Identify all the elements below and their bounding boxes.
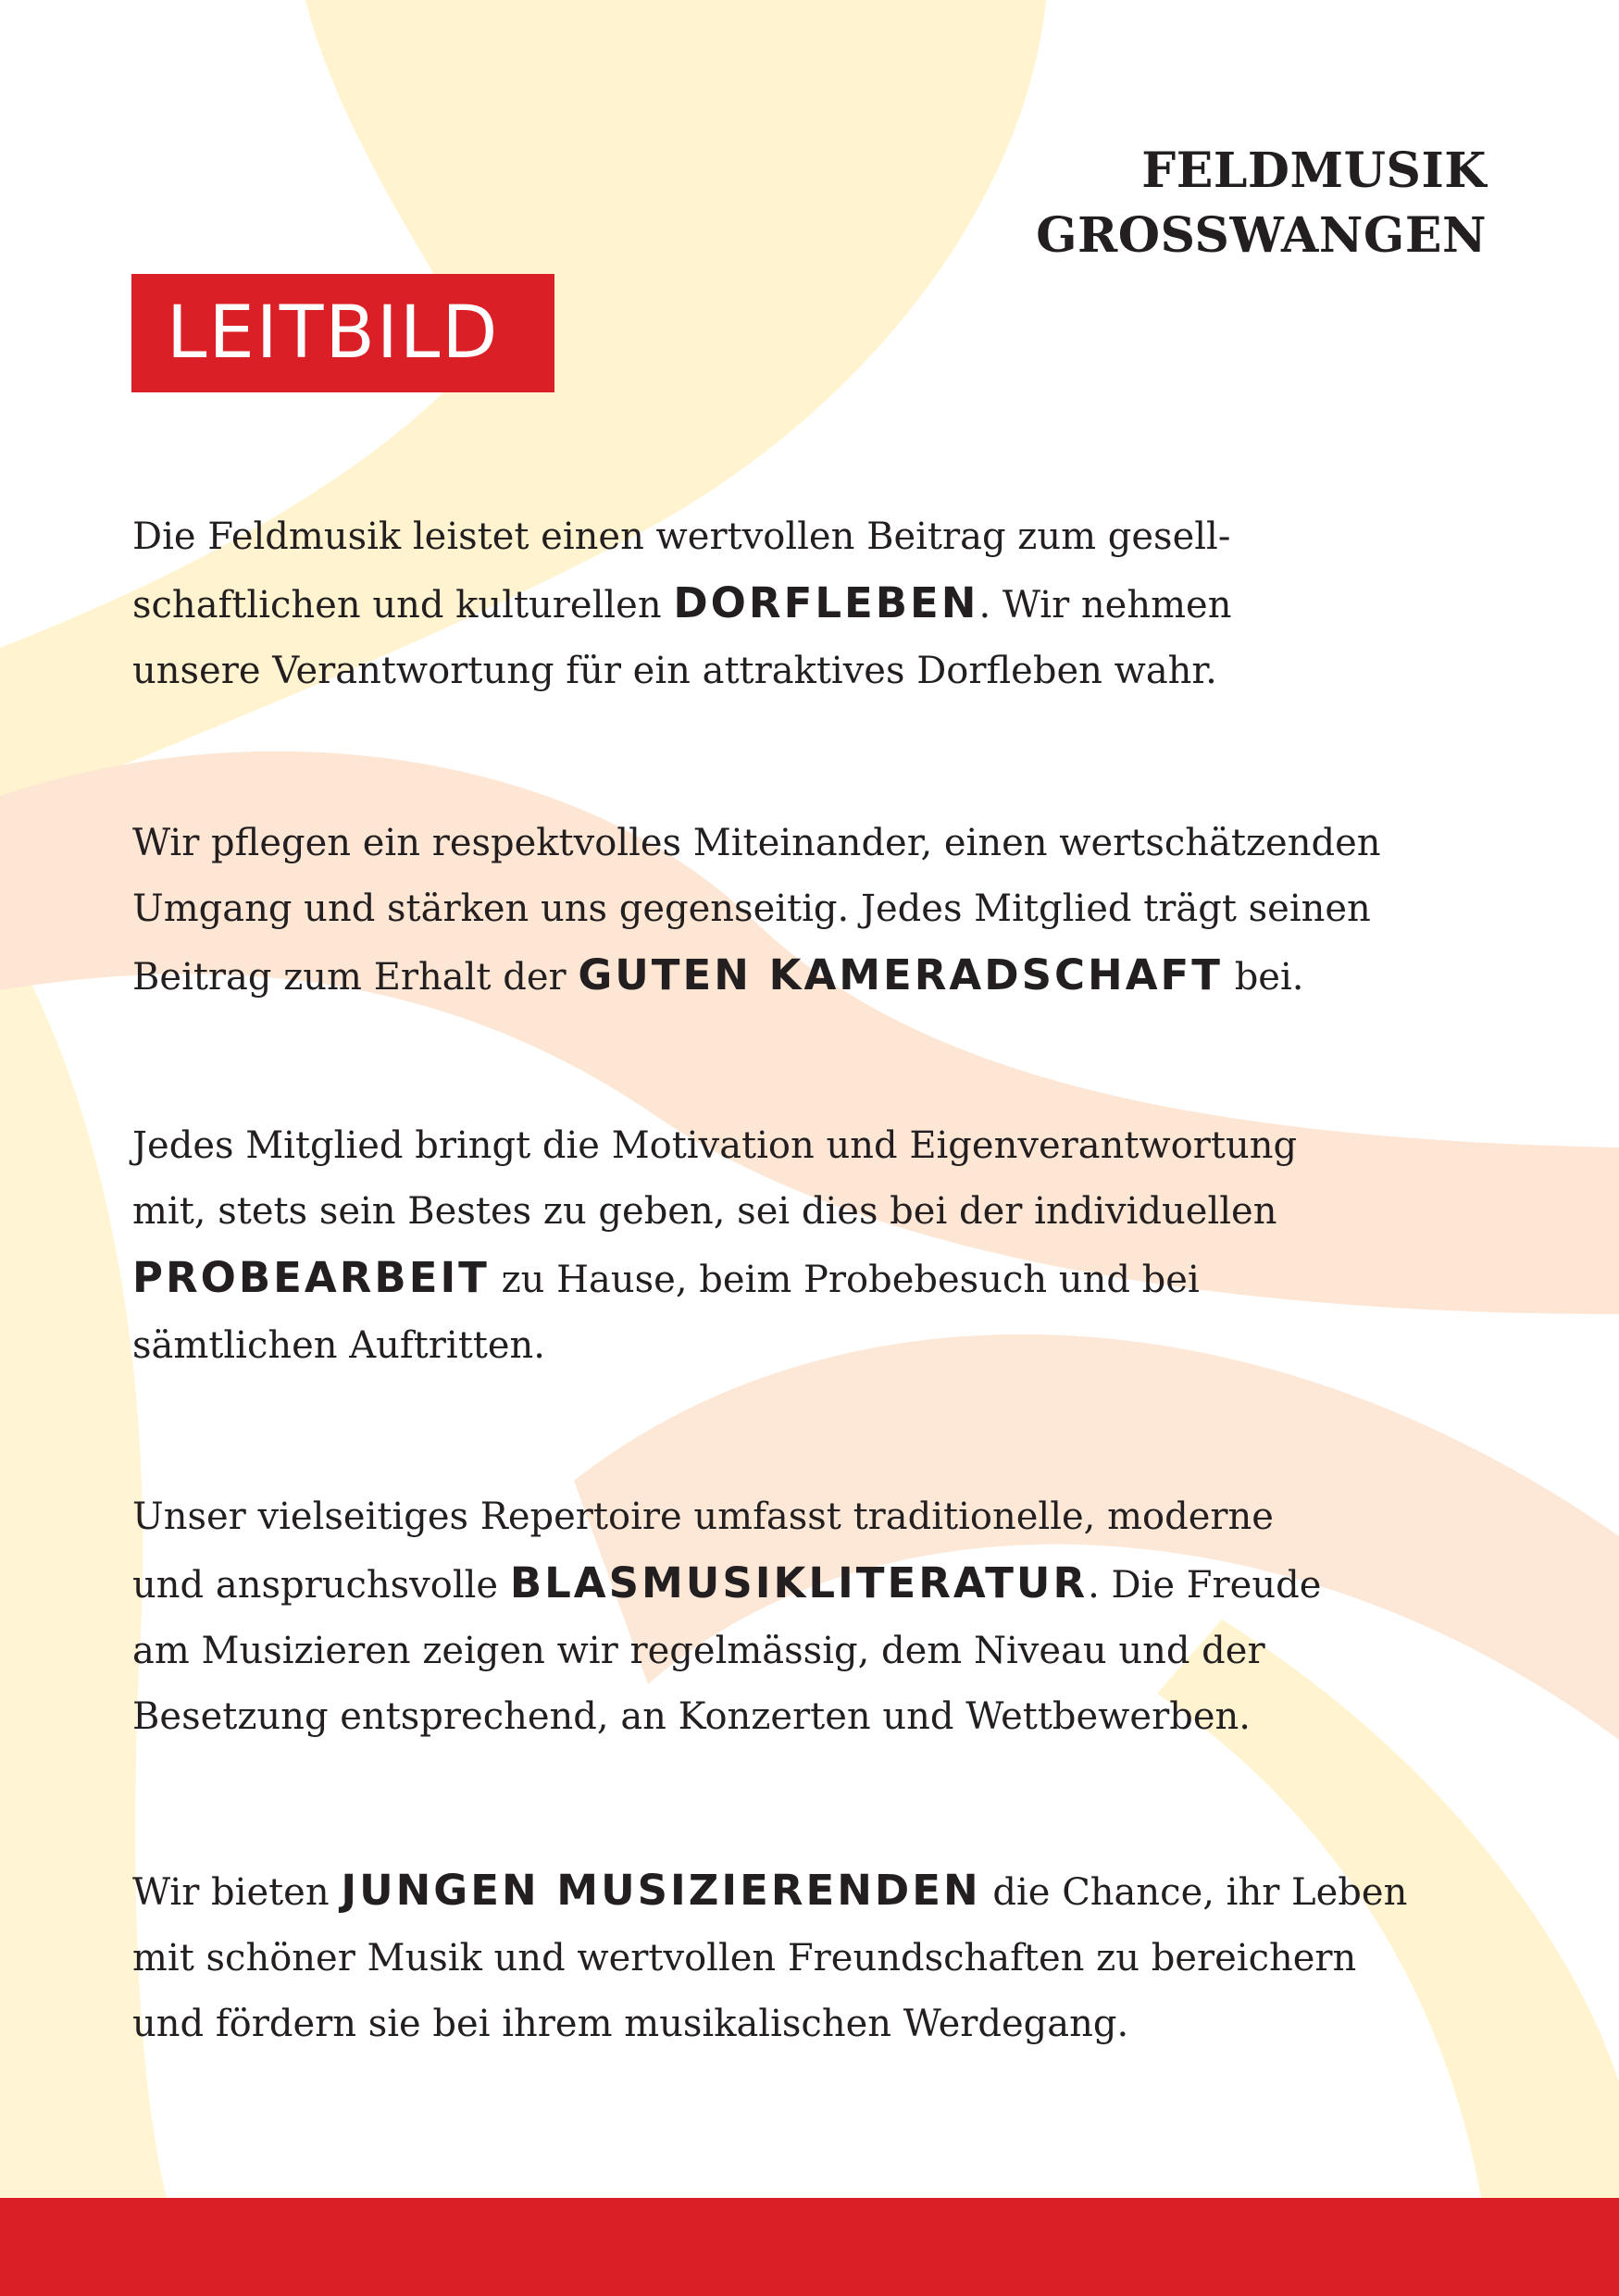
paragraph-jungen-musizierenden <box>132 1857 1447 2057</box>
org-name-line1: FELDMUSIK <box>1141 143 1487 199</box>
paragraph-line <box>132 1113 1447 1179</box>
page-title: LEITBILD <box>167 292 500 375</box>
paragraph-line <box>132 1313 1447 1379</box>
text-run: schaftlichen und kulturellen <box>132 584 674 627</box>
paragraph-kameradschaft <box>132 811 1447 1011</box>
paragraph-line <box>132 1550 1447 1619</box>
text-run: und anspruchsvolle <box>132 1564 510 1607</box>
text-run: mit schöner Musik und wertvollen Freundschaften zu bereichern <box>132 1937 1357 1980</box>
organization-name <box>1036 139 1487 268</box>
paragraph-line <box>132 1992 1447 2057</box>
keyword-jungen-musizierenden: JUNGEN MUSIZIERENDEN <box>341 1866 981 1915</box>
footer-bar <box>0 2198 1619 2296</box>
text-run: und fördern sie bei ihrem musikalischen Werdegang. <box>132 2003 1129 2045</box>
paragraph-line <box>132 1484 1447 1550</box>
text-run: die Chance, ihr Leben <box>980 1871 1408 1914</box>
paragraph-dorfleben <box>132 504 1447 704</box>
paragraph-line <box>132 1857 1447 1926</box>
text-run: Besetzung entsprechend, an Konzerten und Wettbewerben. <box>132 1695 1251 1738</box>
paragraph-line <box>132 942 1447 1011</box>
text-run: Wir pflegen ein respektvolles Miteinander, einen wertschätzenden <box>132 822 1381 864</box>
org-name-line2: GROSSWANGEN <box>1036 207 1487 264</box>
text-run: mit, stets sein Bestes zu geben, sei dies bei der individuellen <box>132 1190 1277 1233</box>
keyword-kameradschaft: GUTEN KAMERADSCHAFT <box>578 950 1223 999</box>
text-run: sämtlichen Auftritten. <box>132 1324 546 1367</box>
paragraph-line <box>132 570 1447 639</box>
keyword-dorfleben: DORFLEBEN <box>673 578 979 627</box>
text-run: Jedes Mitglied bringt die Motivation und Eigenverantwortung <box>132 1124 1298 1167</box>
text-run: Wir bieten <box>132 1871 342 1914</box>
paragraph-line <box>132 1245 1447 1313</box>
text-run: Unser vielseitiges Repertoire umfasst traditionelle, moderne <box>132 1496 1274 1538</box>
text-run: . Die Freude <box>1088 1564 1322 1607</box>
paragraph-blasmusikliteratur <box>132 1484 1447 1750</box>
paragraph-line <box>132 1179 1447 1245</box>
paragraph-line <box>132 1619 1447 1684</box>
text-run: . Wir nehmen <box>978 584 1232 627</box>
text-run: Die Feldmusik leistet einen wertvollen Beitrag zum gesell- <box>132 515 1231 558</box>
paragraph-line <box>132 811 1447 876</box>
paragraph-line <box>132 1926 1447 1992</box>
title-banner <box>131 274 554 392</box>
keyword-blasmusikliteratur: BLASMUSIKLITERATUR <box>509 1558 1089 1607</box>
text-run: am Musizieren zeigen wir regelmässig, dem Niveau und der <box>132 1630 1265 1672</box>
text-run: Umgang und stärken uns gegenseitig. Jedes Mitglied trägt seinen <box>132 887 1371 930</box>
paragraph-line <box>132 876 1447 942</box>
paragraph-probearbeit <box>132 1113 1447 1379</box>
paragraph-line <box>132 1684 1447 1750</box>
text-run: zu Hause, beim Probebesuch und bei <box>489 1259 1200 1301</box>
paragraph-line <box>132 504 1447 570</box>
paragraph-line <box>132 639 1447 704</box>
text-run: bei. <box>1222 956 1304 999</box>
text-run: Beitrag zum Erhalt der <box>132 956 579 999</box>
keyword-probearbeit: PROBEARBEIT <box>132 1253 490 1302</box>
text-run: unsere Verantwortung für ein attraktives Dorfleben wahr. <box>132 650 1217 692</box>
